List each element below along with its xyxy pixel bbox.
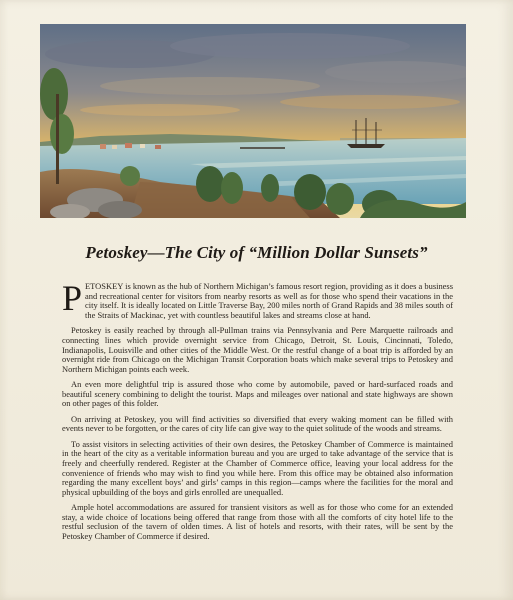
page-title: Petoskey—The City of “Million Dollar Sunsets” bbox=[85, 243, 428, 262]
intro-text: ETOSKEY is known as the hub of Northern Michigan’s famous resort region, providing as it does a business and recreational center for visitors from nearby resorts as well as for those who spend their vacations in the city itself. It is ideally located on Little Traverse Bay, 200 miles north of Grand Rapids and 38 miles south of the Straits of Mackinac, yet with countless beautiful lakes and streams close at hand. bbox=[85, 281, 453, 320]
sunset-bay-illustration bbox=[40, 24, 466, 218]
paragraph-travel: Petoskey is easily reached by through all-Pullman trains via Pennsylvania and Pere Marquette railroads and connecting lines which provide overnight service from Chicago, Detroit, St. Louis, Cincinnati, Toledo, Indianapolis, Louisville and other cities of the Middle West. Or the restful change of a boat trip is afforded by an overnight ride from Chicago on the Michigan Transit Corporation boats which make several trips to Petoskey and Northern Michigan points each week. bbox=[62, 325, 453, 374]
article-body bbox=[62, 278, 453, 547]
intro-paragraph bbox=[62, 278, 453, 321]
paragraph-activities: On arriving at Petoskey, you will find activities so diversified that every waking moment can be filled with events never to be forgotten, or the cares of city life can give way to the quiet solitude of the woods and streams. bbox=[62, 413, 453, 434]
paragraph-chamber-of-commerce: To assist visitors in selecting activities of their own desires, the Petoskey Chamber of Commerce is maintained in the heart of the city as a veritable information bureau and you are urged to take advantage of the service that is freely and cheerfully rendered. Register at the Chamber of Commerce office, leaving your local address for the convenience of friends who may wish to find you while here. From this office may be obtained also information regarding the many excellent boys’ and girls’ camps in this region—camps where the facilities for the moral and physical upbuilding of the boys and girls enrolled are unequalled. bbox=[62, 438, 453, 497]
sunset-bay-painting bbox=[40, 24, 466, 218]
drop-cap: P bbox=[62, 278, 83, 318]
paragraph-hotels: Ample hotel accommodations are assured for transient visitors as well as for those who come for an extended stay, a wide choice of locations being offered that range from those with all the comforts of city hotel life to the restful seclusion of the tavern of olden times. A list of hotels and resorts, with their rates, will be sent by the Petoskey Chamber of Commerce if desired. bbox=[62, 502, 453, 542]
paragraph-automobile: An even more delightful trip is assured those who come by automobile, paved or hard-surfaced roads and beautiful scenery combining to delight the tourist. Maps and mileages over national and state highways are shown on other pages of this folder. bbox=[62, 379, 453, 409]
